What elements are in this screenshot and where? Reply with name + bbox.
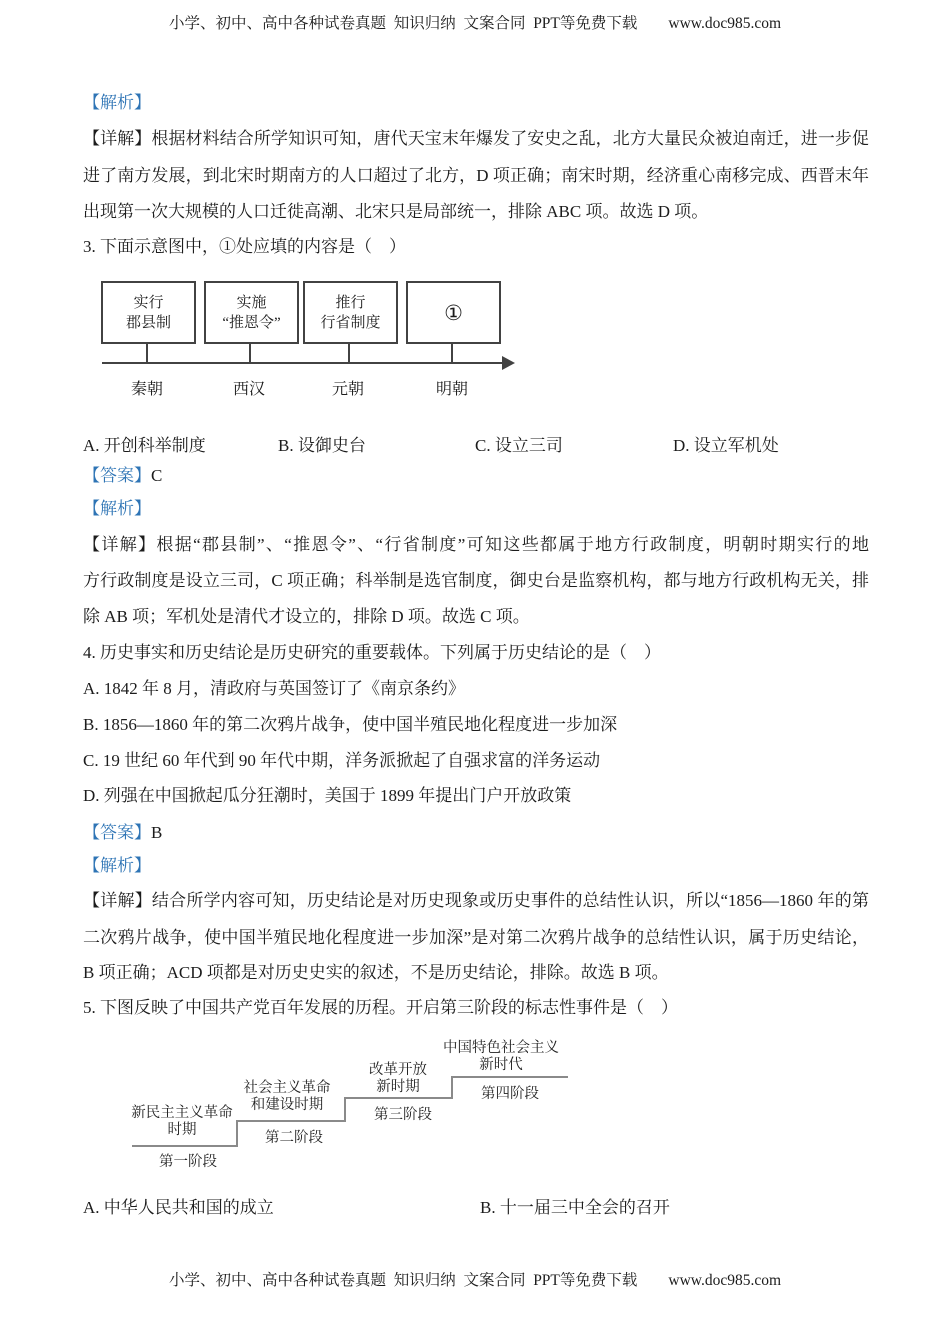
timeline-arrowhead-icon <box>502 356 515 370</box>
stage-title-text: 和建设时期 <box>250 1096 324 1113</box>
q3-option-a: A. 开创科举制度 <box>83 436 206 455</box>
timeline-box-text: 郡县制 <box>125 314 171 331</box>
q4-answer-line <box>83 822 869 843</box>
q2-analysis-label: 【解析】 <box>83 93 151 112</box>
era-label-yuan: 元朝 <box>331 381 364 398</box>
q4-option-d: D. 列强在中国掀起瓜分狂潮时，美国于 1899 年提出门户开放政策 <box>83 786 572 805</box>
stage-3-label: 第三阶段 <box>374 1107 432 1123</box>
timeline-box-qin <box>101 281 196 344</box>
q3-detail-line-3: 除 AB 项；军机处是清代才设立的，排除 D 项。故选 C 项。 <box>83 607 530 626</box>
stage-title-text: 中国特色社会主义 <box>443 1040 559 1056</box>
timeline-tick <box>249 342 251 363</box>
answer-label: 【答案】 <box>83 466 151 485</box>
q3-answer-line <box>83 465 869 486</box>
q5-stem: 5. 下图反映了中国共产党百年发展的历程。开启第三阶段的标志性事件是（ ） <box>83 998 678 1017</box>
stage-4-title <box>421 1040 581 1073</box>
q4-answer-value: B <box>151 823 163 842</box>
timeline-tick <box>348 342 350 363</box>
stage-1-label: 第一阶段 <box>159 1154 217 1170</box>
timeline-box-text: 实行 <box>133 294 164 311</box>
q2-detail-line-2: 进了南方发展，到北宋时期南方的人口超过了北方，D 项正确；南宋时期，经济重心南移完成、西晋末年 <box>83 166 869 185</box>
q5-option-b: B. 十一届三中全会的召开 <box>480 1198 670 1217</box>
timeline-box-text: 实施 <box>236 294 267 311</box>
timeline-box-blank-circled-one <box>406 281 501 344</box>
timeline-tick <box>146 342 148 363</box>
q4-detail-line-1: 【详解】结合所学内容可知，历史结论是对历史现象或历史事件的总结性认识，所以“1856—1860 年的第 <box>83 891 869 910</box>
era-label-xihan: 西汉 <box>232 381 265 398</box>
stage-title-text: 新时期 <box>376 1078 420 1095</box>
q3-option-b: B. 设御史台 <box>278 436 366 455</box>
stage-4-label: 第四阶段 <box>481 1086 539 1102</box>
stage-title-text: 时期 <box>167 1121 197 1138</box>
era-label-ming: 明朝 <box>435 381 468 398</box>
stage-title-text: 改革开放 <box>369 1062 427 1078</box>
q3-stem: 3. 下面示意图中，①处应填的内容是（ ） <box>83 237 406 256</box>
stage-title-text: 新时代 <box>479 1056 523 1073</box>
q4-option-a: A. 1842 年 8 月，清政府与英国签订了《南京条约》 <box>83 679 466 698</box>
q3-option-c: C. 设立三司 <box>475 436 563 455</box>
timeline-box-hanwest <box>204 281 299 344</box>
timeline-box-yuan <box>303 281 398 344</box>
q4-analysis-label: 【解析】 <box>83 856 151 875</box>
stage-title-text: 社会主义革命 <box>243 1080 331 1096</box>
timeline-axis <box>102 362 504 364</box>
q3-detail-line-2: 方行政制度是设立三司，C 项正确；科举制是选官制度，御史台是监察机构，都与地方行政机构无关，排 <box>83 571 869 590</box>
q4-detail-line-2: 二次鸦片战争，使中国半殖民地化程度进一步加深”是对第二次鸦片战争的总结性认识，属于历史结论， <box>83 928 869 947</box>
q4-detail-line-3: B 项正确；ACD 项都是对历史史实的叙述，不是历史结论，排除。故选 B 项。 <box>83 963 669 982</box>
stage-2-label: 第二阶段 <box>265 1130 323 1146</box>
timeline-box-text: 行省制度 <box>320 314 381 331</box>
q2-detail-line-1: 【详解】根据材料结合所学知识可知，唐代天宝末年爆发了安史之乱，北方大量民众被迫南迁，进一步促 <box>83 129 869 148</box>
timeline-box-text: 推行 <box>335 294 366 311</box>
circled-one-glyph: ① <box>444 300 463 325</box>
era-label-qin: 秦朝 <box>130 381 163 398</box>
q5-staircase-diagram <box>0 1035 950 1185</box>
q3-timeline-diagram <box>0 270 950 430</box>
q3-analysis-label: 【解析】 <box>83 499 151 518</box>
stage-title-text: 新民主主义革命 <box>131 1105 233 1121</box>
q4-stem: 4. 历史事实和历史结论是历史研究的重要载体。下列属于历史结论的是（ ） <box>83 643 661 662</box>
answer-label: 【答案】 <box>83 823 151 842</box>
q5-option-a: A. 中华人民共和国的成立 <box>83 1198 274 1217</box>
q3-option-d: D. 设立军机处 <box>673 436 779 455</box>
timeline-tick <box>451 342 453 363</box>
q2-detail-line-3: 出现第一次大规模的人口迁徙高潮、北宋只是局部统一，排除 ABC 项。故选 D 项。 <box>83 202 709 221</box>
q3-detail-line-1: 【详解】根据“郡县制”、“推恩令”、“行省制度”可知这些都属于地方行政制度，明朝时期实行的地 <box>83 535 869 554</box>
page-header: 小学、初中、高中各种试卷真题 知识归纳 文案合同 PPT等免费下载 www.doc985.com <box>168 15 782 32</box>
q4-option-b: B. 1856—1860 年的第二次鸦片战争，使中国半殖民地化程度进一步加深 <box>83 715 618 734</box>
timeline-box-text: “推恩令” <box>222 314 281 331</box>
q3-answer-value: C <box>151 466 163 485</box>
page-footer: 小学、初中、高中各种试卷真题 知识归纳 文案合同 PPT等免费下载 www.doc985.com <box>168 1272 782 1289</box>
q4-option-c: C. 19 世纪 60 年代到 90 年代中期，洋务派掀起了自强求富的洋务运动 <box>83 751 601 770</box>
